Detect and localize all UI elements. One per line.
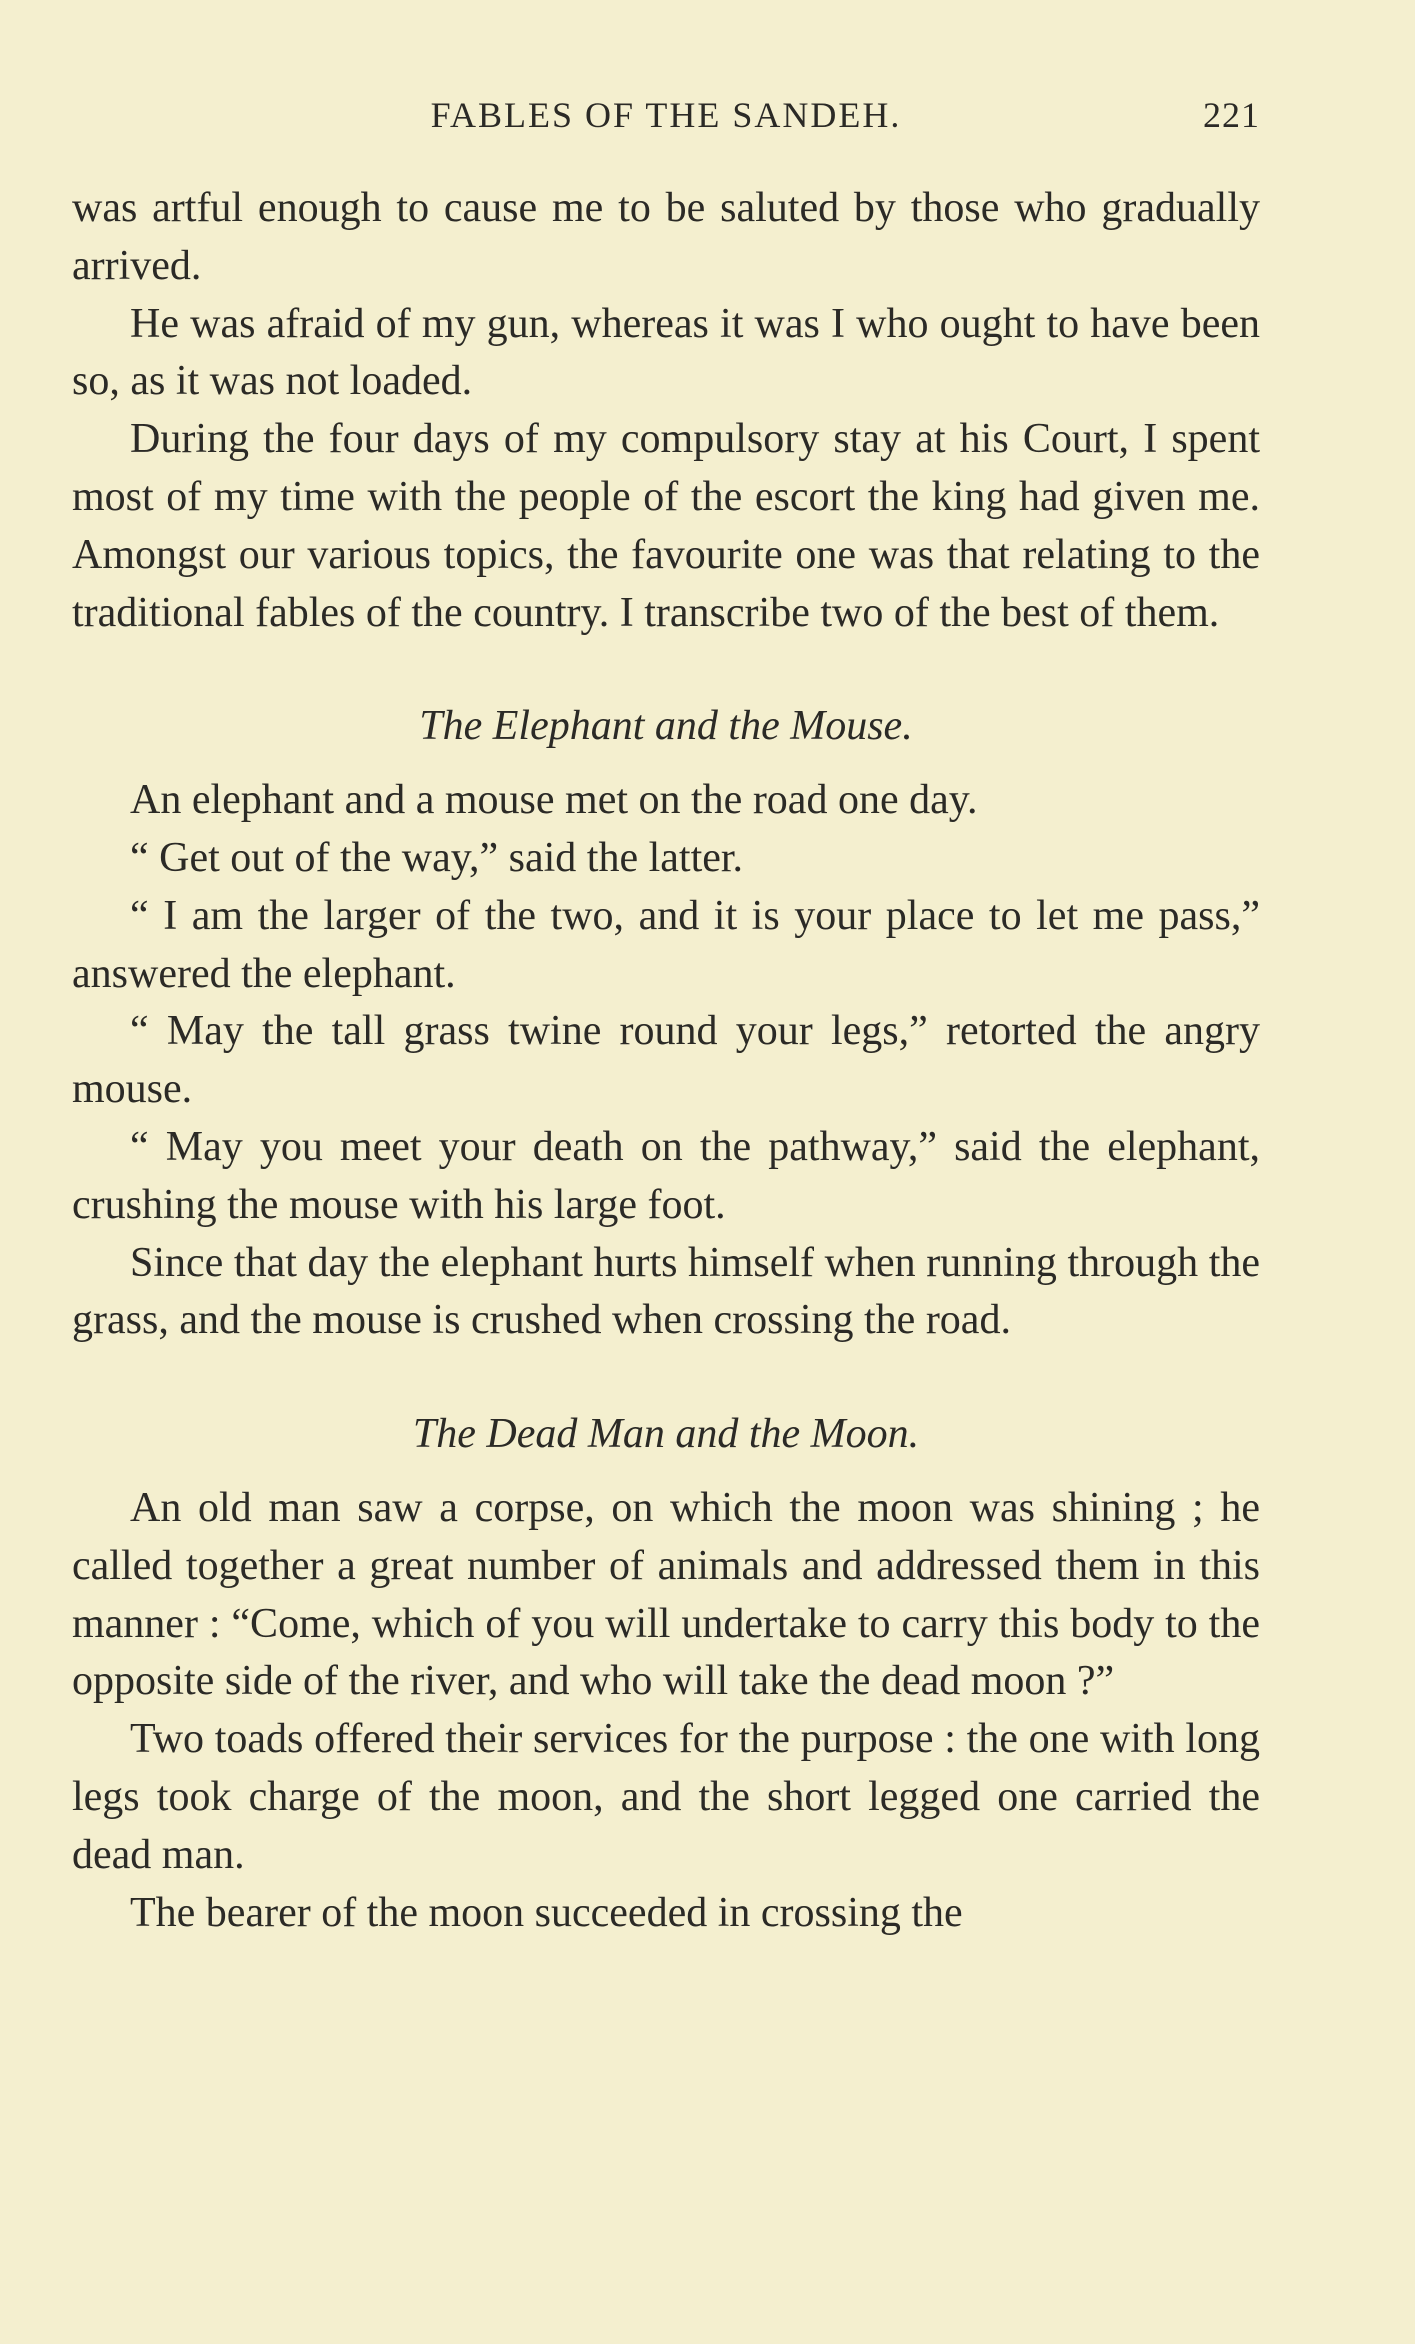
page-number: 221 bbox=[1203, 95, 1260, 135]
paragraph: “ May you meet your death on the pathway,” said the elephant, crushing the mouse with his large foot. bbox=[72, 1123, 1260, 1228]
fable-title-dead-man-moon: The Dead Man and the Moon. bbox=[412, 1411, 920, 1458]
paragraph: The bearer of the moon succeeded in crossing the bbox=[130, 1889, 963, 1936]
paragraph: “ Get out of the way,” said the latter. bbox=[130, 834, 744, 881]
section-gap bbox=[72, 756, 1260, 772]
paragraph: Since that day the elephant hurts himself when running through the grass, and the mouse is crushed when crossing the road. bbox=[72, 1239, 1260, 1344]
section-gap bbox=[72, 1350, 1260, 1406]
section-gap bbox=[72, 1464, 1260, 1480]
paragraph: “ May the tall grass twine round your legs,” retorted the angry mouse. bbox=[72, 1008, 1260, 1113]
body-text bbox=[72, 180, 1260, 1942]
paragraph: An elephant and a mouse met on the road one day. bbox=[130, 777, 978, 824]
paragraph: During the four days of my compulsory stay at his Court, I spent most of my time with the people of the escort the king had given me. Amongst our various topics, the favourite one was that relating to the traditional fables of the country. I transcribe two of the best of them. bbox=[72, 416, 1260, 636]
fable-title-elephant-mouse: The Elephant and the Mouse. bbox=[419, 703, 913, 750]
paragraph: He was afraid of my gun, whereas it was I who ought to have been so, as it was not loaded. bbox=[72, 300, 1260, 405]
paragraph: Two toads offered their services for the purpose : the one with long legs took charge of the moon, and the short legged one carried the dead man. bbox=[72, 1716, 1260, 1878]
paragraph: “ I am the larger of the two, and it is your place to let me pass,” answered the elephant. bbox=[72, 892, 1260, 997]
running-head: FABLES OF THE SANDEH. bbox=[430, 95, 902, 135]
paragraph: An old man saw a corpse, on which the moon was shining ; he called together a great number of animals and addressed them in this manner : “Come, which of you will undertake to carry this body to the opposite side of the river, and who will take the dead moon ?” bbox=[72, 1484, 1260, 1705]
paragraph: was artful enough to cause me to be saluted by those who gradually arrived. bbox=[72, 185, 1260, 289]
section-gap bbox=[72, 642, 1260, 698]
page-header bbox=[72, 94, 1260, 144]
